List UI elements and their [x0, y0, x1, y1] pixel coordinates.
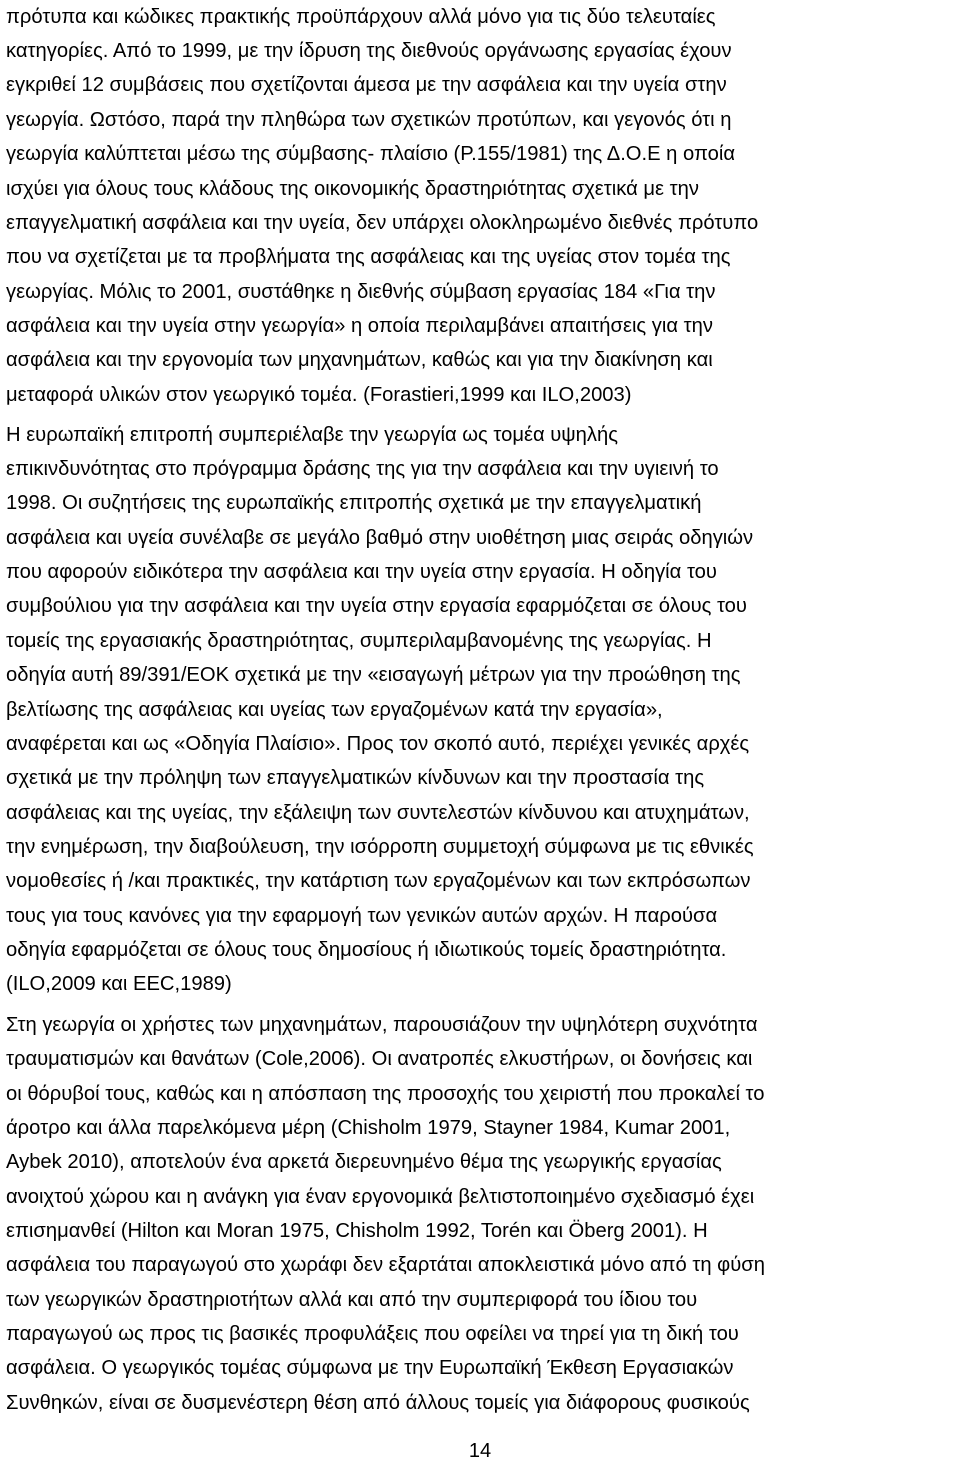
text-line: εγκριθεί 12 συμβάσεις που σχετίζονται άμεσα με την ασφάλεια και την υγεία στην [6, 74, 727, 96]
text-line: των γεωργικών δραστηριοτήτων αλλά και από την συμπεριφορά του ίδιου του [6, 1289, 698, 1311]
text-line: ασφάλειας και της υγείας, την εξάλειψη των συντελεστών κίνδυνου και ατυχημάτων, [6, 802, 750, 824]
text-line: Η ευρωπαϊκή επιτροπή συμπεριέλαβε την γεωργία ως τομέα υψηλής [6, 424, 618, 446]
text-line: άροτρο και άλλα παρελκόμενα μέρη (Chisholm 1979, Stayner 1984, Kumar 2001, [6, 1117, 731, 1139]
text-line: οδηγία αυτή 89/391/ΕΟΚ σχετικά με την «εισαγωγή μέτρων για την προώθηση της [6, 664, 741, 686]
text-line: ανοιχτού χώρου και η ανάγκη για έναν εργονομικά βελτιστοποιημένο σχεδιασμό έχει [6, 1186, 755, 1208]
text-line: που αφορούν ειδικότερα την ασφάλεια και την υγεία στην εργασία. Η οδηγία του [6, 561, 717, 583]
text-line: ασφάλεια. Ο γεωργικός τομέας σύμφωνα με την Ευρωπαϊκή Έκθεση Εργασιακών [6, 1357, 734, 1379]
text-line: σχετικά με την πρόληψη των επαγγελματικών κίνδυνων και την προστασία της [6, 767, 705, 789]
text-line: μεταφορά υλικών στον γεωργικό τομέα. (Forastieri,1999 και ILO,2003) [6, 384, 632, 406]
text-line: αναφέρεται και ως «Οδηγία Πλαίσιο». Προς τον σκοπό αυτό, περιέχει γενικές αρχές [6, 733, 750, 755]
text-line: νομοθεσίες ή /και πρακτικές, την κατάρτιση των εργαζομένων και των εκπρόσωπων [6, 870, 751, 892]
text-line: ασφάλεια και υγεία συνέλαβε σε μεγάλο βαθμό στην υιοθέτηση μιας σειράς οδηγιών [6, 527, 754, 549]
text-line: επισημανθεί (Hilton και Moran 1975, Chisholm 1992, Torén και Öberg 2001). Η [6, 1220, 708, 1242]
text-line: κατηγορίες. Από το 1999, με την ίδρυση της διεθνούς οργάνωσης εργασίας έχουν [6, 40, 732, 62]
text-line: γεωργία. Ωστόσο, παρά την πληθώρα των σχετικών προτύπων, και γεγονός ότι η [6, 109, 732, 131]
text-line: ισχύει για όλους τους κλάδους της οικονομικής δραστηριότητας σχετικά με την [6, 178, 699, 200]
text-line: τους για τους κανόνες για την εφαρμογή των γενικών αυτών αρχών. Η παρούσα [6, 905, 718, 927]
text-line: ασφάλεια του παραγωγού στο χωράφι δεν εξαρτάται αποκλειστικά μόνο από τη φύση [6, 1254, 765, 1276]
text-line: συμβούλιου για την ασφάλεια και την υγεία στην εργασία εφαρμόζεται σε όλους του [6, 595, 747, 617]
text-line: 1998. Οι συζητήσεις της ευρωπαϊκής επιτροπής σχετικά με την επαγγελματική [6, 492, 702, 514]
text-line: Συνθηκών, είναι σε δυσμενέστερη θέση από άλλους τομείς για διάφορους φυσικούς [6, 1392, 750, 1414]
text-line: (ILO,2009 και EEC,1989) [6, 973, 232, 995]
text-line: οι θόρυβοί τους, καθώς και η απόσπαση της προσοχής του χειριστή που προκαλεί το [6, 1083, 765, 1105]
text-line: γεωργία καλύπτεται μέσω της σύμβασης- πλαίσιο (Ρ.155/1981) της Δ.Ο.Ε η οποία [6, 143, 735, 165]
text-line: Στη γεωργία οι χρήστες των μηχανημάτων, παρουσιάζουν την υψηλότερη συχνότητα [6, 1014, 758, 1036]
page-number: 14 [468, 1440, 492, 1462]
text-line: ασφάλεια και την υγεία στην γεωργία» η οποία περιλαμβάνει απαιτήσεις για την [6, 315, 713, 337]
text-line: τραυματισμών και θανάτων (Cole,2006). Οι ανατροπές ελκυστήρων, οι δονήσεις και [6, 1048, 753, 1070]
text-line: που να σχετίζεται με τα προβλήματα της ασφάλειας και της υγείας στον τομέα της [6, 246, 731, 268]
text-line: παραγωγού ως προς τις βασικές προφυλάξεις που οφείλει να τηρεί για τη δική του [6, 1323, 739, 1345]
text-line: Aybek 2010), αποτελούν ένα αρκετά διερευνημένο θέμα της γεωργικής εργασίας [6, 1151, 722, 1173]
text-line: πρότυπα και κώδικες πρακτικής προϋπάρχουν αλλά μόνο για τις δύο τελευταίες [6, 6, 716, 28]
text-line: ασφάλεια και την εργονομία των μηχανημάτων, καθώς και για την διακίνηση και [6, 349, 713, 371]
text-line: την ενημέρωση, την διαβούλευση, την ισόρροπη συμμετοχή σύμφωνα με τις εθνικές [6, 836, 754, 858]
text-line: οδηγία εφαρμόζεται σε όλους τους δημοσίους ή ιδιωτικούς τομείς δραστηριότητα. [6, 939, 727, 961]
text-line: βελτίωσης της ασφάλειας και υγείας των εργαζομένων κατά την εργασία», [6, 699, 663, 721]
text-line: τομείς της εργασιακής δραστηριότητας, συμπεριλαμβανομένης της γεωργίας. Η [6, 630, 712, 652]
text-line: γεωργίας. Μόλις το 2001, συστάθηκε η διεθνής σύμβαση εργασίας 184 «Για την [6, 281, 716, 303]
text-line: επικινδυνότητας στο πρόγραμμα δράσης της για την ασφάλεια και την υγιεινή το [6, 458, 719, 480]
text-line: επαγγελματική ασφάλεια και την υγεία, δεν υπάρχει ολοκληρωμένο διεθνές πρότυπο [6, 212, 759, 234]
